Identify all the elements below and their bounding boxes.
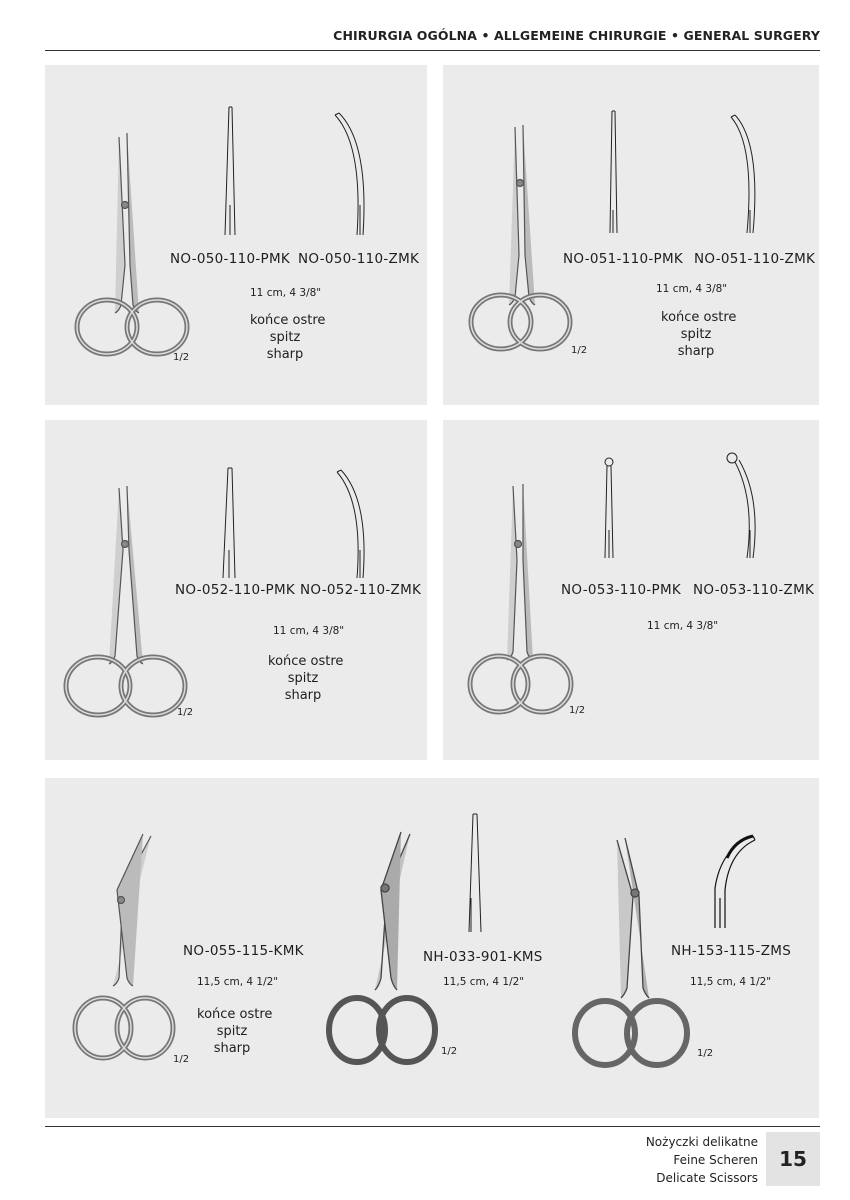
footer-line-de: Feine Scheren [673, 1153, 758, 1167]
tip-type-pl: końce ostre [250, 313, 326, 328]
tip-type-en: sharp [677, 344, 715, 359]
product-code: NO-051-110-PMK [563, 251, 684, 267]
tip-type-de: spitz [680, 327, 712, 342]
scale-label: 1/2 [569, 705, 586, 716]
footer-line-pl: Nożyczki delikatne [645, 1135, 758, 1149]
product-code: NO-052-110-PMK [175, 582, 296, 598]
tip-type-en: sharp [213, 1041, 251, 1056]
scale-label: 1/2 [173, 1054, 190, 1065]
product-code: NO-052-110-ZMK [300, 582, 422, 598]
footer-category [646, 1133, 758, 1187]
page-number: 15 [766, 1132, 820, 1186]
scale-label: 1/2 [441, 1046, 458, 1057]
footer-rule [45, 1126, 820, 1127]
scale-label: 1/2 [173, 352, 190, 363]
product-size: 11,5 cm, 4 1/2" [690, 976, 772, 988]
tip-type-de: spitz [216, 1024, 248, 1039]
product-size: 11 cm, 4 3/8" [273, 625, 345, 637]
product-code: NH-033-901-KMS [423, 949, 543, 965]
product-size: 11 cm, 4 3/8" [250, 287, 322, 299]
scale-label: 1/2 [177, 707, 194, 718]
footer-line-en: Delicate Scissors [656, 1171, 758, 1185]
tip-type-pl: końce ostre [268, 654, 344, 669]
product-size: 11,5 cm, 4 1/2" [443, 976, 525, 988]
tip-type-en: sharp [266, 347, 304, 362]
scissors-image [443, 65, 819, 405]
product-panel-no-050 [45, 65, 427, 405]
tip-type-pl: końce ostre [661, 310, 737, 325]
tip-type-de: spitz [287, 671, 319, 686]
scale-label: 1/2 [571, 345, 588, 356]
scale-label: 1/2 [697, 1048, 714, 1059]
product-code: NO-050-110-PMK [170, 251, 291, 267]
product-panel-no-051 [443, 65, 819, 405]
product-size: 11 cm, 4 3/8" [656, 283, 728, 295]
tip-type-de: spitz [269, 330, 301, 345]
page-header-title: CHIRURGIA OGÓLNA • ALLGEMEINE CHIRURGIE • GENERAL SURGERY [333, 28, 820, 43]
product-size: 11,5 cm, 4 1/2" [197, 976, 279, 988]
product-panel-no-052 [45, 420, 427, 760]
product-code: NO-050-110-ZMK [298, 251, 420, 267]
tip-type-en: sharp [284, 688, 322, 703]
product-code: NO-051-110-ZMK [694, 251, 816, 267]
product-panel-bottom [45, 778, 819, 1118]
tip-type-pl: końce ostre [197, 1007, 273, 1022]
product-code: NO-055-115-KMK [183, 943, 304, 959]
product-code: NO-053-110-ZMK [693, 582, 815, 598]
header-rule [45, 50, 820, 51]
product-size: 11 cm, 4 3/8" [647, 620, 719, 632]
product-panel-no-053 [443, 420, 819, 760]
product-code: NH-153-115-ZMS [671, 943, 792, 959]
product-code: NO-053-110-PMK [561, 582, 682, 598]
scissors-image [45, 65, 427, 405]
